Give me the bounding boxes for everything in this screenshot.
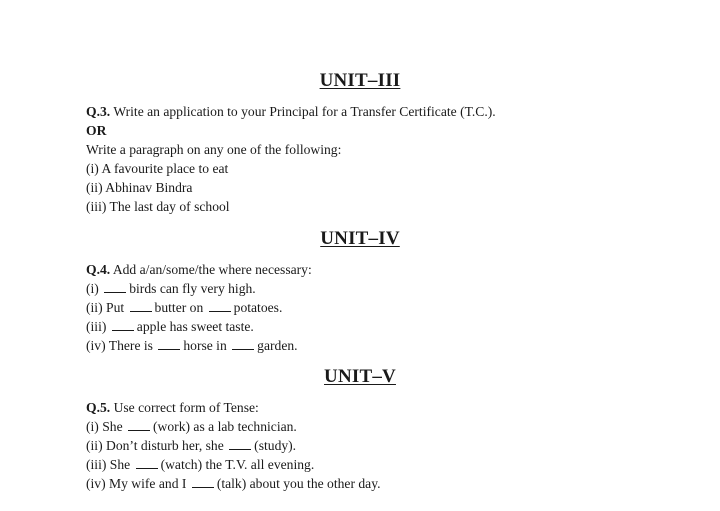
exercise-item	[86, 418, 297, 436]
blank	[112, 319, 134, 331]
paragraph-instruction: Write a paragraph on any one of the following:	[86, 142, 342, 157]
item-text: (study).	[254, 438, 297, 453]
question-4-text: Add a/an/some/the where necessary:	[110, 262, 312, 277]
blank	[158, 338, 180, 350]
option-item: (i) A favourite place to eat	[86, 161, 229, 176]
item-prefix: (i) She	[86, 419, 127, 434]
question-3	[86, 103, 496, 121]
item-prefix: (iv) There is	[86, 338, 157, 353]
question-3-text: Write an application to your Principal for a Transfer Certificate (T.C.).	[110, 104, 496, 119]
item-text: (work) as a lab technician.	[153, 419, 297, 434]
exercise-item	[86, 299, 282, 317]
blank	[232, 338, 254, 350]
unit-5-heading: UNIT–V	[324, 366, 396, 387]
item-text: (watch) the T.V. all evening.	[160, 457, 315, 472]
item-prefix: (ii) Don’t disturb her, she	[86, 438, 228, 453]
exercise-item	[86, 318, 254, 336]
question-4	[86, 261, 312, 279]
unit-3-heading: UNIT–III	[319, 70, 401, 91]
question-4-label: Q.4.	[86, 262, 111, 277]
item-text: (talk) about you the other day.	[216, 476, 381, 491]
item-text: apple has sweet taste.	[136, 319, 254, 334]
unit-4-heading: UNIT–IV	[320, 228, 400, 249]
blank	[128, 419, 150, 431]
exercise-item	[86, 456, 314, 474]
item-prefix: (iv) My wife and I	[86, 476, 190, 491]
blank	[104, 281, 126, 293]
item-text: horse in	[183, 338, 231, 353]
question-5-text: Use correct form of Tense:	[110, 400, 259, 415]
item-prefix: (i)	[86, 281, 103, 296]
blank	[192, 476, 214, 488]
item-text: birds can fly very high.	[129, 281, 256, 296]
question-5	[86, 399, 259, 417]
exercise-item	[86, 475, 381, 493]
blank	[209, 300, 231, 312]
blank	[136, 457, 158, 469]
item-prefix: (iii)	[86, 319, 110, 334]
question-5-label: Q.5.	[86, 400, 111, 415]
or-label: OR	[86, 123, 107, 138]
exercise-item	[86, 280, 256, 298]
item-text: butter on	[154, 300, 207, 315]
exercise-item	[86, 337, 298, 355]
question-3-label: Q.3.	[86, 104, 111, 119]
blank	[130, 300, 152, 312]
item-prefix: (ii) Put	[86, 300, 128, 315]
option-item: (iii) The last day of school	[86, 199, 230, 214]
option-item: (ii) Abhinav Bindra	[86, 180, 193, 195]
item-text: potatoes.	[233, 300, 283, 315]
item-text: garden.	[257, 338, 298, 353]
blank	[229, 438, 251, 450]
item-prefix: (iii) She	[86, 457, 134, 472]
exercise-item	[86, 437, 296, 455]
